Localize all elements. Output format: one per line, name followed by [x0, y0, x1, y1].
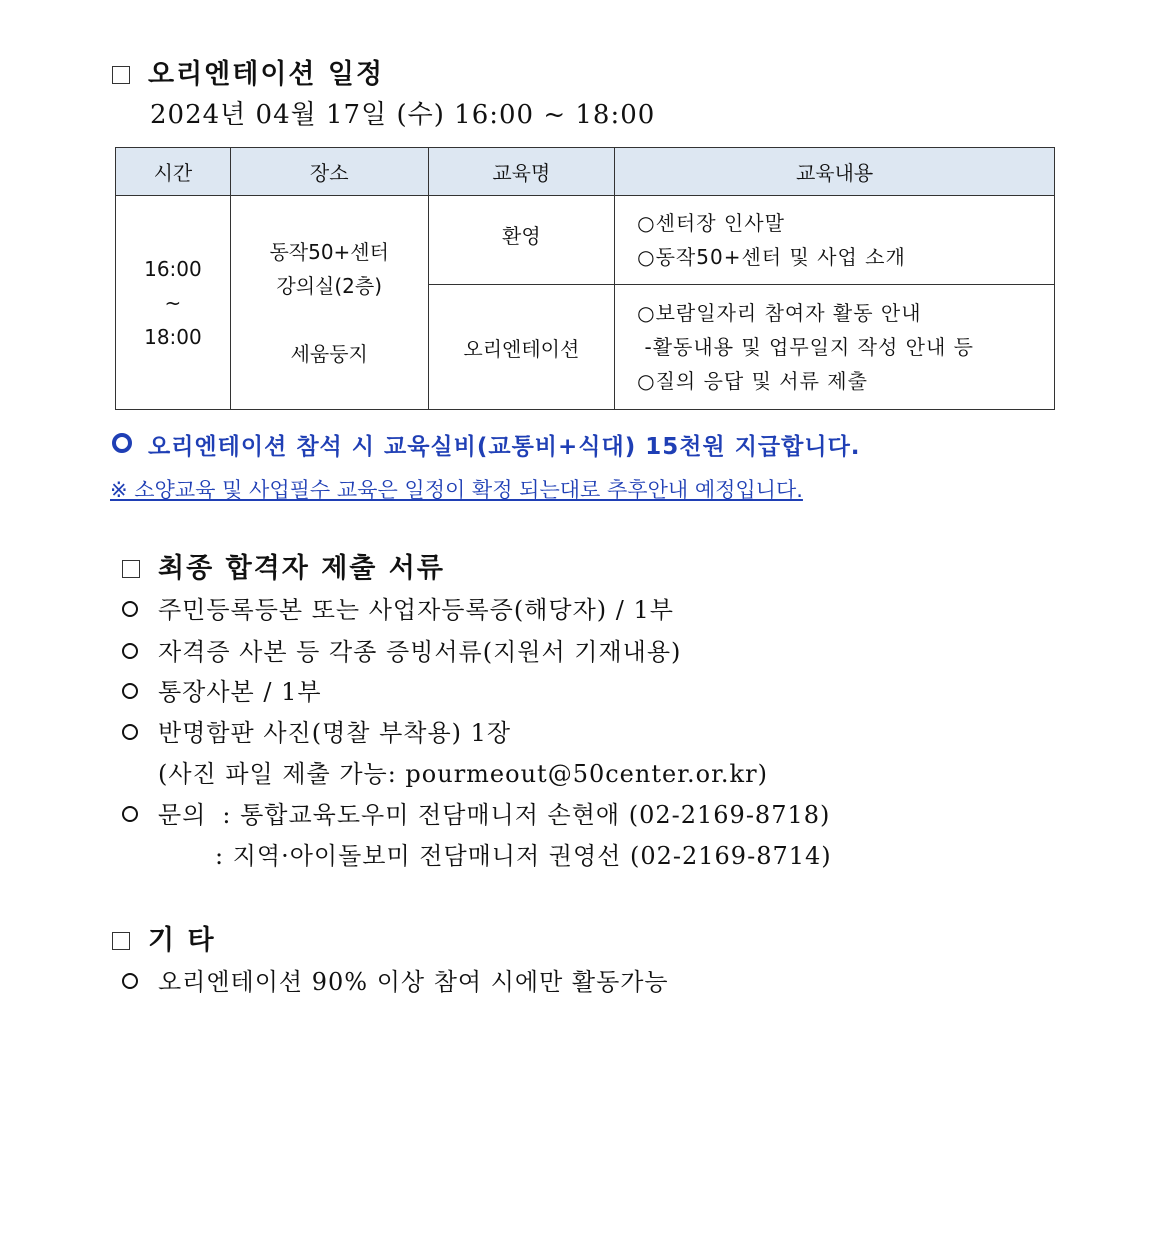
header-time: 시간	[116, 148, 231, 196]
contact-1: : 통합교육도우미 전담매니저 손현애 (02-2169-8718)	[222, 801, 831, 829]
allowance-notice-text: 오리엔테이션 참석 시 교육실비(교통비+식대) 15천원 지급합니다.	[148, 434, 861, 460]
list-item: 통장사본 / 1부	[122, 672, 322, 707]
content-line: ○질의 응답 및 서류 제출	[637, 369, 868, 393]
table-header-row	[116, 148, 1055, 196]
time-end: 18:00	[144, 324, 202, 349]
contact-2: : 지역·아이돌보미 전담매니저 권영선 (02-2169-8714)	[215, 842, 832, 870]
list-item: 주민등록등본 또는 사업자등록증(해당자) / 1부	[122, 590, 674, 625]
content-line: ○보람일자리 참여자 활동 안내	[637, 301, 922, 325]
course-name-welcome: 환영	[428, 196, 615, 285]
circle-bullet-icon	[122, 643, 138, 659]
circle-bullet-icon	[122, 683, 138, 699]
contact-label: 문의	[158, 801, 207, 829]
header-place: 장소	[230, 148, 428, 196]
schedule-notice: ※ 소양교육 및 사업필수 교육은 일정이 확정 되는대로 추후안내 예정입니다.	[110, 478, 803, 502]
time-start: 16:00	[144, 256, 202, 281]
orientation-datetime: 2024년 04월 17일 (수) 16:00 ~ 18:00	[150, 100, 656, 130]
checkbox-square-icon	[112, 66, 130, 84]
content-line: -활동내용 및 업무일지 작성 안내 등	[637, 335, 974, 359]
etc-section-title	[112, 918, 216, 957]
content-line: ○동작50+센터 및 사업 소개	[637, 245, 906, 269]
header-course-content: 교육내용	[615, 148, 1055, 196]
list-item: 반명함판 사진(명찰 부착용) 1장	[122, 713, 511, 748]
documents-title-text: 최종 합격자 제출 서류	[158, 553, 445, 584]
circle-bullet-icon	[122, 806, 138, 822]
circle-bullet-icon	[122, 973, 138, 989]
time-cell	[116, 196, 231, 410]
checkbox-square-icon	[112, 932, 130, 950]
list-item: 자격증 사본 등 각종 증빙서류(지원서 기재내용)	[122, 632, 681, 667]
bullet-ring-icon	[112, 433, 132, 453]
content-line: ○센터장 인사말	[637, 211, 785, 235]
contact-line-1	[122, 795, 830, 830]
schedule-table	[115, 147, 1055, 410]
list-item: 오리엔테이션 90% 이상 참여 시에만 활동가능	[122, 962, 669, 997]
header-course-name: 교육명	[428, 148, 615, 196]
place-center: 동작50+센터	[269, 239, 389, 264]
place-room: 강의실(2층)	[276, 273, 383, 298]
photo-note: (사진 파일 제출 가능: pourmeout@50center.or.kr)	[158, 760, 768, 788]
time-separator: ~	[164, 290, 182, 315]
course-content-orientation	[615, 285, 1055, 410]
table-row	[116, 196, 1055, 285]
course-content-welcome	[615, 196, 1055, 285]
orientation-title-text: 오리엔테이션 일정	[148, 59, 385, 90]
documents-section-title	[122, 546, 445, 585]
circle-bullet-icon	[122, 724, 138, 740]
orientation-section-title	[112, 52, 384, 91]
allowance-notice	[112, 428, 861, 461]
checkbox-square-icon	[122, 560, 140, 578]
etc-title-text: 기 타	[148, 925, 216, 956]
course-name-orientation: 오리엔테이션	[428, 285, 615, 410]
place-nest: 세움둥지	[290, 341, 368, 366]
circle-bullet-icon	[122, 601, 138, 617]
place-cell	[230, 196, 428, 410]
